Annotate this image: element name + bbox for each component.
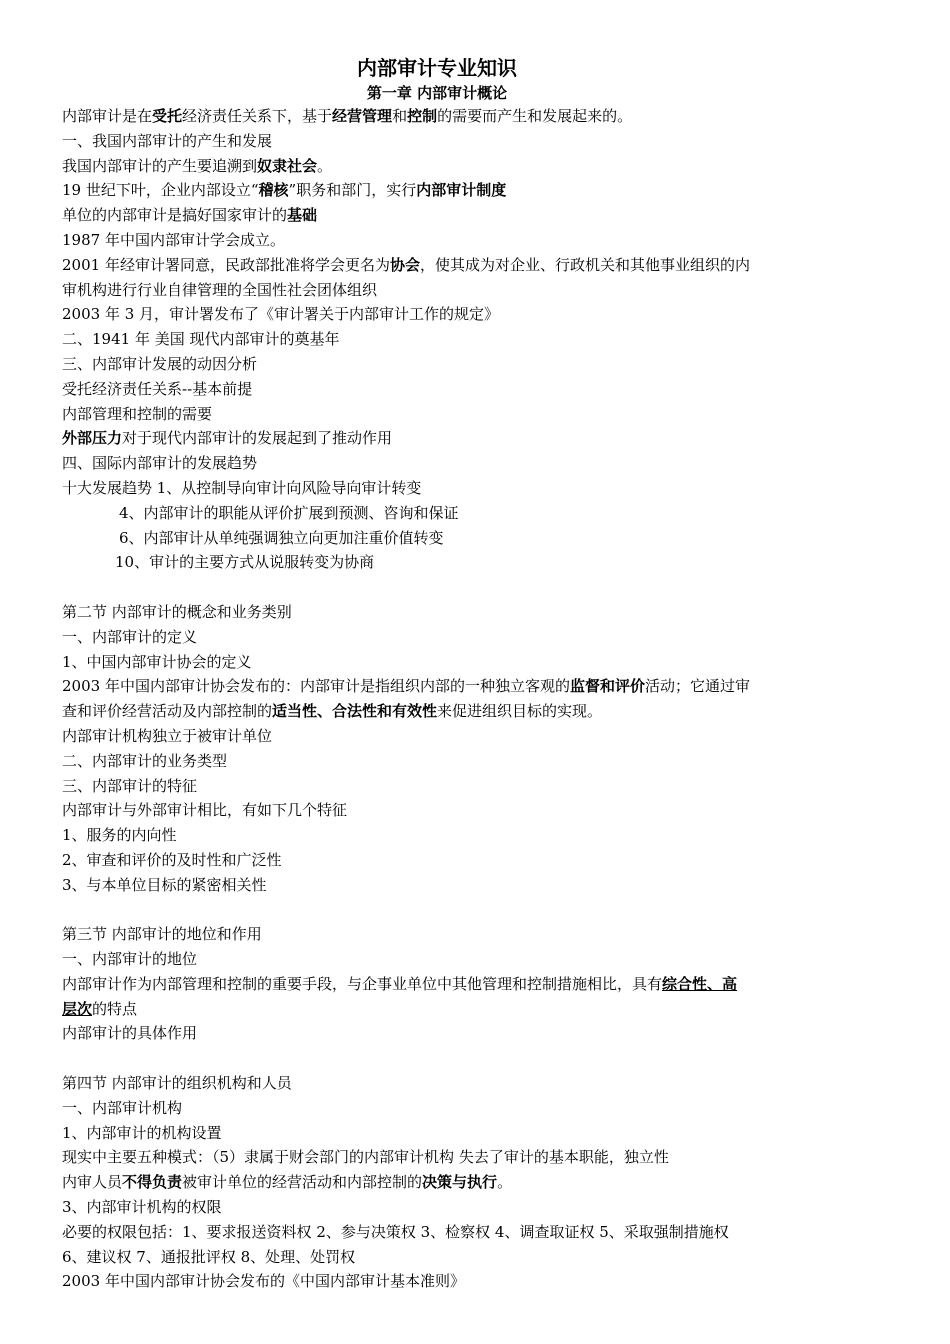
bold-text: 奴隶社会 [257, 156, 318, 175]
paragraph: 1987 年中国内部审计学会成立。 [62, 230, 285, 249]
bold-text: 内部审计制度 [416, 181, 507, 200]
paragraph: 内部管理和控制的需要 [62, 404, 213, 423]
paragraph: 一、内部审计的地位 [62, 950, 198, 969]
paragraph: 2003 年 3 月，审计署发布了《审计署关于内部审计工作的规定》 [62, 305, 500, 324]
list-item: 3、与本单位目标的紧密相关性 [62, 875, 267, 894]
text: 对于现代内部审计的发展起到了推动作用 [122, 429, 393, 448]
bold-text: 经营管理 [332, 107, 393, 125]
text: ”职务和部门，实行 [288, 181, 417, 200]
paragraph: 一、内部审计的定义 [62, 627, 198, 646]
section-heading: 第四节 内部审计的组织机构和人员 [62, 1074, 292, 1093]
text: 的需要而产生和发展起来的。 [437, 107, 633, 125]
text: 单位的内部审计是搞好国家审计的 [62, 206, 288, 225]
paragraph: 1、内部审计的机构设置 [62, 1123, 222, 1142]
list-item: 1、服务的内向性 [62, 826, 177, 845]
heading-2: 二、1941 年 美国 现代内部审计的奠基年 [62, 330, 340, 349]
text: 被审计单位的经营活动和内部控制的 [182, 1173, 423, 1192]
blank-line [62, 898, 752, 923]
bold-text: 稽核 [258, 181, 289, 200]
text: 内部审计作为内部管理和控制的重要手段，与企事业单位中其他管理和控制措施相比，具有 [62, 974, 663, 993]
text: 。 [317, 156, 333, 175]
text: 来促进组织目标的实现。 [437, 702, 603, 721]
text: 2001 年经审计署同意，民政部批准将学会更名为 [62, 255, 390, 274]
paragraph: 一、内部审计机构 [62, 1098, 183, 1117]
blank-line [62, 1046, 752, 1071]
paragraph [62, 426, 752, 451]
chapter-title: 第一章 内部审计概论 [366, 84, 508, 102]
trend-item: 十大发展趋势 1、从控制导向审计向风险导向审计转变 [62, 478, 422, 497]
paragraph: 三、内部审计的特征 [62, 776, 198, 795]
paragraph: 受托经济责任关系--基本前提 [62, 379, 253, 398]
bold-text: 适当性、合法性和有效性 [272, 702, 438, 721]
text: 和 [392, 107, 408, 125]
text: 内部审计是在 [62, 107, 153, 125]
bold-text: 监督和评价 [569, 677, 645, 696]
list-item: 2、审查和评价的及时性和广泛性 [62, 850, 282, 869]
bold-text: 不得负责 [122, 1173, 183, 1192]
paragraph [62, 674, 752, 724]
paragraph [62, 1170, 752, 1195]
text: 经济责任关系下，基于 [182, 107, 333, 125]
paragraph: 2003 年中国内部审计协会发布的《中国内部审计基本准则》 [62, 1272, 465, 1291]
text: 活动；它通过审查和评价经营活动及内部控制的 [62, 677, 750, 721]
bold-text: 协会 [389, 255, 420, 274]
paragraph [62, 972, 752, 1022]
trend-item: 10、审计的主要方式从说服转变为协商 [115, 553, 375, 572]
blank-line [62, 575, 752, 600]
heading-3: 三、内部审计发展的动因分析 [62, 354, 258, 373]
text: 19 世纪下叶，企业内部设立“ [62, 181, 259, 200]
bold-text: 决策与执行 [422, 1173, 498, 1192]
text: ，使其成为对企业、行政机关和其他事业组织的内审机构进行行业自律管理的全国性社会团体组织 [62, 255, 750, 299]
trend-item: 4、内部审计的职能从评价扩展到预测、咨询和保证 [119, 503, 459, 522]
paragraph [62, 178, 752, 203]
text: 我国内部审计的产生要追溯到 [62, 156, 258, 175]
text: 。 [497, 1173, 513, 1192]
document-page [62, 54, 752, 1294]
paragraph [62, 253, 752, 303]
paragraph: 3、内部审计机构的权限 [62, 1198, 222, 1217]
bold-underlined-text: 综合性、高层次 [62, 974, 738, 1018]
document-title: 内部审计专业知识 [357, 56, 517, 80]
paragraph-intro [62, 104, 752, 129]
paragraph: 内部审计机构独立于被审计单位 [62, 726, 273, 745]
paragraph [62, 154, 752, 179]
trend-item: 6、内部审计从单纯强调独立向更加注重价值转变 [119, 528, 444, 547]
section-heading: 第三节 内部审计的地位和作用 [62, 925, 262, 944]
paragraph: 内部审计与外部审计相比，有如下几个特征 [62, 801, 348, 820]
paragraph: 二、内部审计的业务类型 [62, 751, 228, 770]
paragraph: 现实中主要五种模式：（5）隶属于财会部门的内部审计机构 失去了审计的基本职能，独立性 [62, 1148, 669, 1167]
bold-text: 基础 [287, 206, 318, 225]
bold-text: 外部压力 [62, 429, 123, 448]
section-heading: 第二节 内部审计的概念和业务类别 [62, 602, 292, 621]
bold-text: 受托 [152, 107, 183, 125]
heading-1: 一、我国内部审计的产生和发展 [62, 131, 273, 150]
paragraph: 必要的权限包括：1、要求报送资料权 2、参与决策权 3、检察权 4、调查取证权 5、采取强制措施权 6、建议权 7、通报批评权 8、处理、处罚权 [62, 1222, 729, 1266]
text: 内审人员 [62, 1173, 123, 1192]
bold-text: 控制 [407, 107, 438, 125]
paragraph: 1、中国内部审计协会的定义 [62, 652, 252, 671]
heading-4: 四、国际内部审计的发展趋势 [62, 454, 258, 473]
text: 2003 年中国内部审计协会发布的：内部审计是指组织内部的一种独立客观的 [62, 677, 570, 696]
paragraph [62, 203, 752, 228]
paragraph: 内部审计的具体作用 [62, 1024, 198, 1043]
text: 的特点 [92, 999, 138, 1018]
